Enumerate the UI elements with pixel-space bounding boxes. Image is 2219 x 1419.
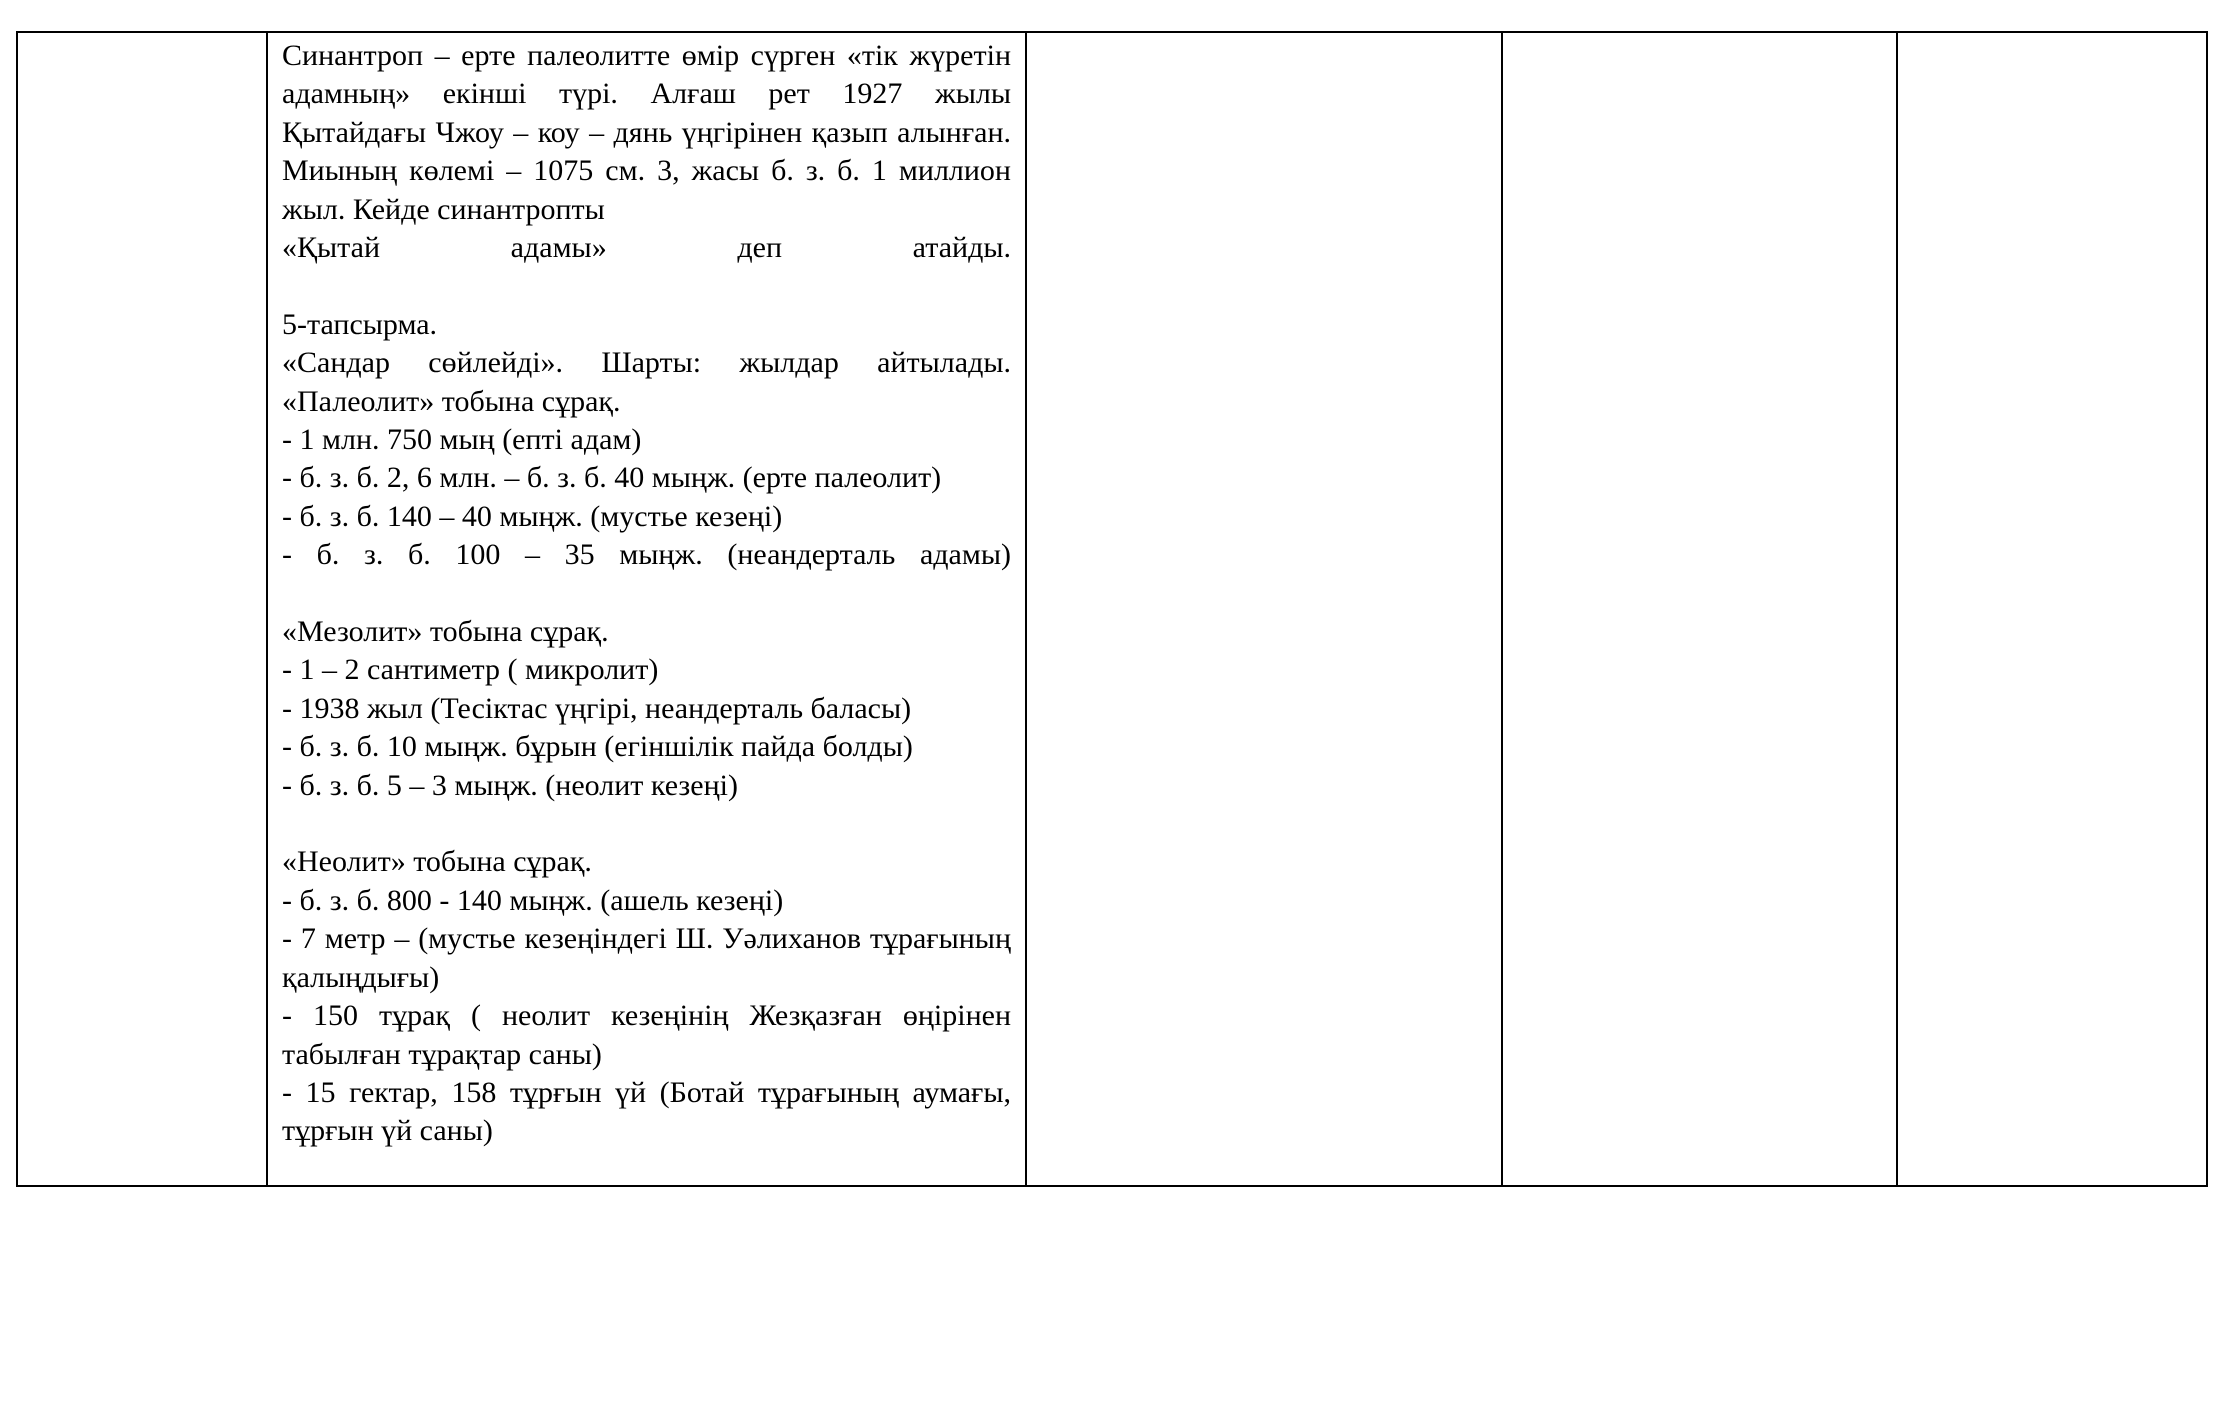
spacer [282,267,1011,305]
list-item: - б. з. б. 10 мыңж. бұрын (егіншілік пайда болды) [282,730,913,764]
list-item: - б. з. б. 100 – 35 мыңж. (неандерталь адамы) [282,538,1011,572]
list-item: - б. з. б. 2, 6 млн. – б. з. б. 40 мыңж. (ерте палеолит) [282,461,942,495]
list-item: - 15 гектар, 158 тұрғын үй (Ботай тұрағының аумағы, тұрғын үй саны) [282,1075,1011,1148]
group-title-neolith: «Неолит» тобына сұрақ. [282,845,592,879]
group-title-paleolith: «Палеолит» тобына сұрақ. [282,384,621,418]
task-title: 5-тапсырма. [282,307,438,341]
spacer [282,805,1011,843]
group-title-mesolith: «Мезолит» тобына сұрақ. [282,615,609,649]
list-item: - 1938 жыл (Тесіктас үңгірі, неандерталь баласы) [282,691,912,725]
activity-content [268,33,1025,1151]
table-row [17,32,2207,1186]
list-item: - б. з. б. 5 – 3 мыңж. (неолит кезеңі) [282,768,738,802]
intro-last-line: «Қытай адамы» деп атайды. [282,231,1011,265]
lesson-plan-table [16,31,2208,1187]
list-item: - 7 метр – (мустье кезеңіндегі Ш. Уәлиханов тұрағының қалыңдығы) [282,922,1011,994]
list-item: - 150 тұрақ ( неолит кезеңінің Жезқазған өңірінен табылған тұрақтар саны) [282,999,1011,1071]
spacer [282,575,1011,613]
resources-cell [1897,32,2207,1186]
teacher-action-cell [1026,32,1502,1186]
list-item: - б. з. б. 140 – 40 мыңж. (мустье кезеңі) [282,499,783,533]
assessment-cell [1502,32,1897,1186]
stage-cell [17,32,267,1186]
task-description: «Сандар сөйлейді». Шарты: жылдар айтылады. [282,346,1011,380]
list-item: - 1 млн. 750 мың (епті адам) [282,423,642,457]
list-item: - б. з. б. 800 - 140 мыңж. (ашель кезеңі) [282,883,784,917]
activity-cell [267,32,1026,1186]
list-item: - 1 – 2 сантиметр ( микролит) [282,653,659,687]
intro-paragraph: Синантроп – ерте палеолитте өмір сүрген «тік жүретін адамның» екінші түрі. Алғаш рет 1927 жылы Қытайдағы Чжоу – коу – дянь үңгірінен қазып алынған. Миының көлемі – 1075 см. 3, жасы б. з. б. 1 миллион жыл. Кейде синантропты [282,39,1011,226]
